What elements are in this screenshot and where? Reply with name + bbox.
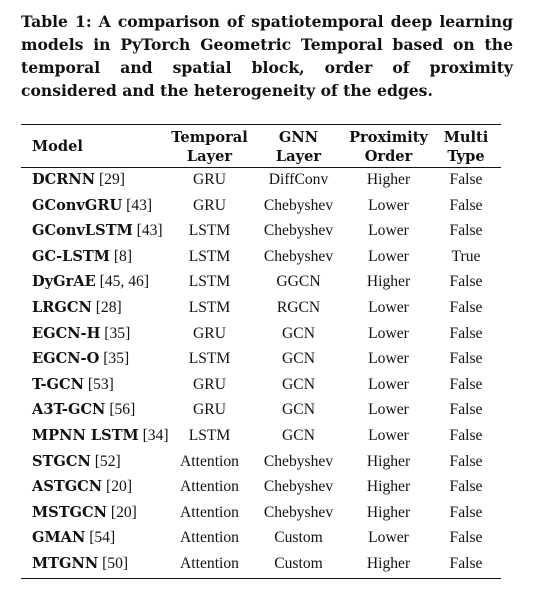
- cell-multi: False: [449, 452, 483, 470]
- cell-gnn: GCN: [282, 375, 315, 393]
- cell-gnn: Chebyshev: [263, 478, 334, 496]
- cell-proximity: Lower: [368, 196, 409, 214]
- model-citation: [54]: [89, 529, 116, 547]
- model-citation: [34]: [142, 426, 169, 444]
- table-row: [21, 397, 501, 423]
- model-name: MSTGCN: [32, 503, 107, 521]
- cell-temporal: GRU: [193, 171, 226, 188]
- header-multi-line2: Type: [447, 147, 485, 165]
- header-gnn-line2: Layer: [275, 147, 322, 165]
- cell-gnn: Custom: [274, 554, 323, 572]
- cell-temporal: GRU: [193, 401, 226, 419]
- cell-gnn: RGCN: [276, 298, 321, 316]
- cell-temporal: LSTM: [188, 273, 231, 291]
- table-row: [21, 423, 501, 449]
- cell-model: [21, 372, 168, 398]
- cell-proximity: Higher: [366, 452, 411, 470]
- table-row: [21, 346, 501, 372]
- cell-temporal: LSTM: [188, 222, 231, 240]
- header-temporal-layer: [168, 126, 251, 167]
- cell-multi: False: [449, 298, 483, 316]
- cell-multi: False: [449, 222, 483, 240]
- cell-multi: False: [449, 324, 483, 342]
- model-name: T-GCN: [32, 375, 84, 393]
- table-row: [21, 551, 501, 577]
- header-model-label: Model: [32, 138, 83, 155]
- cell-model: [21, 397, 168, 423]
- table-row: [21, 474, 501, 500]
- cell-proximity: Higher: [366, 503, 411, 521]
- cell-multi: False: [449, 375, 483, 393]
- cell-gnn: GCN: [282, 324, 315, 342]
- comparison-table: [21, 126, 501, 577]
- cell-model: [21, 295, 168, 321]
- cell-proximity: Higher: [366, 171, 411, 188]
- table-row: [21, 167, 501, 193]
- model-citation: [45, 46]: [99, 273, 150, 291]
- cell-gnn: Chebyshev: [263, 196, 334, 214]
- model-citation: [43]: [126, 196, 153, 214]
- cell-temporal: LSTM: [188, 247, 231, 265]
- model-citation: [43]: [136, 222, 163, 240]
- model-citation: [28]: [95, 298, 122, 316]
- header-multi-type: [431, 126, 501, 167]
- cell-multi: False: [449, 503, 483, 521]
- cell-temporal: LSTM: [188, 298, 231, 316]
- cell-model: [21, 244, 168, 270]
- cell-multi: False: [449, 401, 483, 419]
- cell-proximity: Lower: [368, 324, 409, 342]
- cell-model: [21, 269, 168, 295]
- table-row: [21, 321, 501, 347]
- cell-temporal: Attention: [180, 554, 239, 572]
- cell-temporal: Attention: [180, 478, 239, 496]
- cell-proximity: Lower: [368, 375, 409, 393]
- cell-model: [21, 346, 168, 372]
- cell-temporal: LSTM: [188, 426, 231, 444]
- table-bottom-rule: [21, 578, 501, 579]
- cell-temporal: LSTM: [188, 350, 231, 368]
- cell-proximity: Lower: [368, 350, 409, 368]
- table-body: [21, 167, 501, 577]
- cell-proximity: Lower: [368, 247, 409, 265]
- cell-proximity: Lower: [368, 401, 409, 419]
- cell-model: [21, 449, 168, 475]
- cell-model: [21, 551, 168, 577]
- header-temporal-line2: Layer: [186, 147, 233, 165]
- cell-gnn: DiffConv: [268, 171, 329, 188]
- header-gnn-layer: [251, 126, 346, 167]
- cell-temporal: Attention: [180, 529, 239, 547]
- model-name: MPNN LSTM: [32, 426, 139, 444]
- cell-multi: False: [449, 171, 483, 188]
- cell-model: [21, 474, 168, 500]
- cell-gnn: Chebyshev: [263, 222, 334, 240]
- model-citation: [29]: [98, 171, 125, 188]
- header-gnn-line1: GNN: [278, 128, 319, 146]
- table-row: [21, 449, 501, 475]
- cell-multi: False: [449, 554, 483, 572]
- cell-multi: False: [449, 273, 483, 291]
- cell-gnn: GGCN: [276, 273, 321, 291]
- cell-gnn: Chebyshev: [263, 452, 334, 470]
- model-citation: [20]: [106, 478, 133, 496]
- table-header-row: [21, 126, 501, 167]
- model-name: DCRNN: [32, 171, 96, 188]
- cell-proximity: Higher: [366, 478, 411, 496]
- table-caption: Table 1: A comparison of spatiotemporal deep learning models in PyTorch Geometric Temporal based on the temporal and spatial block, order of proximity considered and the heterogeneity of the edges.: [21, 12, 513, 100]
- cell-temporal: Attention: [180, 452, 239, 470]
- cell-gnn: GCN: [282, 426, 315, 444]
- model-citation: [53]: [87, 375, 114, 393]
- model-citation: [20]: [110, 503, 137, 521]
- model-citation: [56]: [109, 401, 136, 419]
- cell-model: [21, 525, 168, 551]
- header-proximity-line1: Proximity: [349, 128, 428, 146]
- model-name: GConvLSTM: [32, 222, 133, 240]
- header-temporal-line1: Temporal: [171, 128, 248, 146]
- model-citation: [35]: [103, 350, 130, 368]
- cell-temporal: Attention: [180, 503, 239, 521]
- cell-multi: False: [449, 196, 483, 214]
- cell-model: [21, 218, 168, 244]
- table-row: [21, 295, 501, 321]
- cell-proximity: Higher: [366, 554, 411, 572]
- cell-model: [21, 167, 168, 193]
- cell-gnn: Chebyshev: [263, 503, 334, 521]
- cell-temporal: GRU: [193, 324, 226, 342]
- header-proximity-order: [346, 126, 431, 167]
- cell-model: [21, 423, 168, 449]
- cell-gnn: GCN: [282, 350, 315, 368]
- model-name: STGCN: [32, 452, 91, 470]
- cell-proximity: Lower: [368, 529, 409, 547]
- cell-gnn: Custom: [274, 529, 323, 547]
- model-name: ASTGCN: [32, 478, 103, 496]
- model-citation: [52]: [94, 452, 121, 470]
- model-name: GConvGRU: [32, 196, 123, 214]
- table-row: [21, 269, 501, 295]
- model-name: MTGNN: [32, 554, 99, 572]
- cell-multi: False: [449, 426, 483, 444]
- table-row: [21, 218, 501, 244]
- cell-model: [21, 500, 168, 526]
- table-row: [21, 525, 501, 551]
- model-name: DyGrAE: [32, 273, 96, 291]
- cell-multi: False: [449, 529, 483, 547]
- model-name: EGCN-H: [32, 324, 101, 342]
- header-proximity-line2: Order: [364, 147, 413, 165]
- header-multi-line1: Multi: [443, 128, 489, 146]
- model-citation: [8]: [113, 247, 133, 265]
- model-name: LRGCN: [32, 298, 92, 316]
- cell-multi: False: [449, 350, 483, 368]
- model-name: EGCN-O: [32, 350, 100, 368]
- cell-temporal: GRU: [193, 375, 226, 393]
- header-model: [21, 126, 168, 167]
- cell-proximity: Lower: [368, 426, 409, 444]
- table-row: [21, 193, 501, 219]
- table-row: [21, 500, 501, 526]
- cell-multi: True: [451, 247, 481, 265]
- cell-proximity: Higher: [366, 273, 411, 291]
- model-citation: [50]: [102, 554, 129, 572]
- table-row: [21, 244, 501, 270]
- cell-proximity: Lower: [368, 298, 409, 316]
- model-name: A3T-GCN: [32, 401, 106, 419]
- cell-gnn: Chebyshev: [263, 247, 334, 265]
- cell-gnn: GCN: [282, 401, 315, 419]
- model-name: GMAN: [32, 529, 86, 547]
- model-citation: [35]: [104, 324, 131, 342]
- model-name: GC-LSTM: [32, 247, 110, 265]
- cell-proximity: Lower: [368, 222, 409, 240]
- cell-multi: False: [449, 478, 483, 496]
- cell-model: [21, 321, 168, 347]
- cell-temporal: GRU: [193, 196, 226, 214]
- cell-model: [21, 193, 168, 219]
- table-row: [21, 372, 501, 398]
